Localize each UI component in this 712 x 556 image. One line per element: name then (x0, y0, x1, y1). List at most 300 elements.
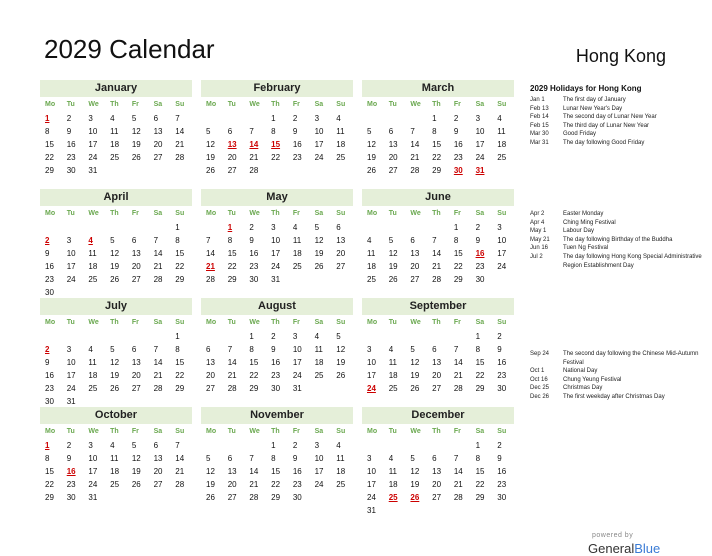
day-cell[interactable]: 23 (271, 371, 281, 380)
day-cell[interactable]: 16 (249, 249, 259, 258)
day-cell[interactable]: 30 (271, 384, 281, 393)
day-cell[interactable]: 24 (88, 153, 98, 162)
day-cell[interactable]: 27 (206, 384, 215, 393)
day-cell[interactable]: 7 (175, 114, 180, 123)
day-cell[interactable]: 25 (110, 480, 120, 489)
day-cell[interactable]: 29 (249, 384, 259, 393)
day-cell[interactable]: 18 (88, 371, 98, 380)
day-cell[interactable]: 31 (367, 506, 376, 515)
holiday-day-cell[interactable]: 31 (475, 166, 485, 175)
day-cell[interactable]: 15 (475, 358, 485, 367)
holiday-day-cell[interactable]: 1 (45, 114, 50, 123)
day-cell[interactable]: 19 (206, 153, 215, 162)
day-cell[interactable]: 28 (453, 384, 463, 393)
day-cell[interactable]: 27 (432, 384, 442, 393)
brand-logo[interactable] (588, 541, 660, 556)
day-cell[interactable]: 24 (497, 262, 507, 271)
day-cell[interactable]: 15 (227, 249, 237, 258)
day-cell[interactable]: 5 (206, 127, 211, 136)
day-cell[interactable]: 9 (249, 236, 254, 245)
day-cell[interactable]: 22 (271, 153, 281, 162)
day-cell[interactable]: 21 (227, 371, 237, 380)
day-cell[interactable]: 20 (227, 153, 237, 162)
day-cell[interactable]: 19 (131, 467, 141, 476)
day-cell[interactable]: 7 (453, 345, 459, 354)
day-cell[interactable]: 12 (367, 140, 376, 149)
day-cell[interactable]: 23 (453, 153, 463, 162)
day-cell[interactable]: 28 (175, 153, 185, 162)
day-cell[interactable]: 28 (175, 480, 185, 489)
day-cell[interactable]: 14 (175, 454, 185, 463)
day-cell[interactable]: 8 (175, 345, 180, 354)
day-cell[interactable]: 6 (131, 236, 137, 245)
day-cell[interactable]: 11 (336, 127, 345, 136)
day-cell[interactable]: 13 (131, 358, 141, 367)
day-cell[interactable]: 19 (110, 262, 120, 271)
day-cell[interactable]: 19 (410, 480, 420, 489)
day-cell[interactable]: 2 (453, 114, 459, 123)
day-cell[interactable]: 31 (271, 275, 281, 284)
day-cell[interactable]: 16 (45, 371, 54, 380)
day-cell[interactable]: 27 (432, 493, 442, 502)
day-cell[interactable]: 26 (410, 384, 420, 393)
day-cell[interactable]: 29 (175, 275, 185, 284)
day-cell[interactable]: 22 (432, 153, 442, 162)
day-cell[interactable]: 27 (131, 384, 141, 393)
holiday-day-cell[interactable]: 1 (227, 223, 233, 232)
day-cell[interactable]: 5 (367, 127, 372, 136)
day-cell[interactable]: 21 (249, 480, 259, 489)
day-cell[interactable]: 29 (475, 493, 485, 502)
day-cell[interactable]: 8 (45, 127, 50, 136)
day-cell[interactable]: 1 (475, 332, 481, 341)
day-cell[interactable]: 13 (206, 358, 215, 367)
day-cell[interactable]: 23 (475, 262, 485, 271)
day-cell[interactable]: 14 (249, 467, 259, 476)
day-cell[interactable]: 18 (292, 249, 302, 258)
day-cell[interactable]: 9 (475, 236, 481, 245)
day-cell[interactable]: 21 (410, 153, 420, 162)
day-cell[interactable]: 22 (227, 262, 237, 271)
day-cell[interactable]: 12 (336, 345, 346, 354)
day-cell[interactable]: 26 (206, 166, 215, 175)
day-cell[interactable]: 19 (367, 153, 376, 162)
day-cell[interactable]: 8 (475, 345, 481, 354)
day-cell[interactable]: 1 (271, 441, 276, 450)
day-cell[interactable]: 28 (206, 275, 215, 284)
day-cell[interactable]: 22 (175, 262, 185, 271)
day-cell[interactable]: 17 (367, 480, 376, 489)
day-cell[interactable]: 10 (367, 358, 376, 367)
day-cell[interactable]: 6 (432, 345, 437, 354)
day-cell[interactable]: 6 (432, 454, 437, 463)
day-cell[interactable]: 9 (497, 345, 502, 354)
day-cell[interactable]: 22 (475, 480, 485, 489)
day-cell[interactable]: 15 (249, 358, 259, 367)
day-cell[interactable]: 20 (432, 371, 442, 380)
day-cell[interactable]: 6 (336, 223, 341, 232)
day-cell[interactable]: 26 (131, 153, 141, 162)
day-cell[interactable]: 29 (453, 275, 463, 284)
day-cell[interactable]: 4 (110, 114, 115, 123)
day-cell[interactable]: 17 (314, 140, 324, 149)
day-cell[interactable]: 12 (410, 467, 420, 476)
day-cell[interactable]: 17 (314, 467, 324, 476)
day-cell[interactable]: 4 (292, 223, 298, 232)
day-cell[interactable]: 11 (314, 345, 323, 354)
day-cell[interactable]: 10 (292, 345, 302, 354)
day-cell[interactable]: 3 (66, 345, 72, 354)
day-cell[interactable]: 18 (336, 140, 346, 149)
day-cell[interactable]: 24 (314, 480, 324, 489)
day-cell[interactable]: 30 (292, 493, 302, 502)
day-cell[interactable]: 23 (66, 480, 76, 489)
day-cell[interactable]: 11 (388, 467, 398, 476)
day-cell[interactable]: 11 (88, 358, 97, 367)
day-cell[interactable]: 15 (175, 249, 185, 258)
day-cell[interactable]: 8 (227, 236, 233, 245)
day-cell[interactable]: 30 (249, 275, 259, 284)
day-cell[interactable]: 9 (45, 358, 50, 367)
day-cell[interactable]: 3 (271, 223, 276, 232)
day-cell[interactable]: 26 (367, 166, 376, 175)
day-cell[interactable]: 5 (131, 441, 137, 450)
day-cell[interactable]: 3 (66, 236, 72, 245)
day-cell[interactable]: 8 (475, 454, 481, 463)
day-cell[interactable]: 2 (475, 223, 481, 232)
holiday-day-cell[interactable]: 1 (45, 441, 50, 450)
day-cell[interactable]: 4 (336, 114, 341, 123)
day-cell[interactable]: 1 (475, 441, 481, 450)
day-cell[interactable]: 9 (453, 127, 459, 136)
day-cell[interactable]: 1 (432, 114, 437, 123)
day-cell[interactable]: 28 (410, 166, 420, 175)
day-cell[interactable]: 22 (249, 371, 259, 380)
day-cell[interactable]: 4 (336, 441, 341, 450)
day-cell[interactable]: 2 (66, 114, 72, 123)
day-cell[interactable]: 10 (497, 236, 507, 245)
day-cell[interactable]: 5 (410, 345, 415, 354)
day-cell[interactable]: 1 (175, 332, 180, 341)
day-cell[interactable]: 31 (66, 397, 76, 406)
day-cell[interactable]: 19 (336, 358, 346, 367)
day-cell[interactable]: 17 (88, 140, 98, 149)
day-cell[interactable]: 10 (271, 236, 281, 245)
day-cell[interactable]: 18 (388, 371, 398, 380)
day-cell[interactable]: 18 (367, 262, 376, 271)
day-cell[interactable]: 6 (131, 345, 137, 354)
day-cell[interactable]: 8 (271, 127, 276, 136)
day-cell[interactable]: 3 (314, 114, 320, 123)
day-cell[interactable]: 26 (110, 275, 120, 284)
day-cell[interactable]: 27 (410, 275, 420, 284)
day-cell[interactable]: 14 (227, 358, 237, 367)
day-cell[interactable]: 26 (131, 480, 141, 489)
day-cell[interactable]: 30 (475, 275, 485, 284)
day-cell[interactable]: 18 (110, 467, 120, 476)
holiday-day-cell[interactable]: 2 (45, 345, 50, 354)
day-cell[interactable]: 6 (410, 236, 415, 245)
day-cell[interactable]: 6 (153, 114, 159, 123)
day-cell[interactable]: 18 (497, 140, 507, 149)
day-cell[interactable]: 24 (88, 480, 98, 489)
day-cell[interactable]: 20 (227, 480, 237, 489)
day-cell[interactable]: 29 (45, 166, 54, 175)
day-cell[interactable]: 17 (367, 371, 376, 380)
day-cell[interactable]: 27 (227, 493, 237, 502)
day-cell[interactable]: 12 (110, 249, 120, 258)
day-cell[interactable]: 27 (153, 480, 163, 489)
day-cell[interactable]: 9 (45, 249, 50, 258)
day-cell[interactable]: 19 (314, 249, 324, 258)
day-cell[interactable]: 2 (271, 332, 276, 341)
day-cell[interactable]: 1 (249, 332, 254, 341)
day-cell[interactable]: 25 (367, 275, 376, 284)
day-cell[interactable]: 10 (88, 127, 98, 136)
day-cell[interactable]: 22 (453, 262, 463, 271)
day-cell[interactable]: 24 (475, 153, 485, 162)
day-cell[interactable]: 12 (131, 127, 141, 136)
day-cell[interactable]: 15 (432, 140, 442, 149)
day-cell[interactable]: 29 (432, 166, 442, 175)
day-cell[interactable]: 13 (153, 127, 163, 136)
day-cell[interactable]: 27 (153, 153, 163, 162)
day-cell[interactable]: 13 (336, 236, 346, 245)
day-cell[interactable]: 25 (292, 262, 302, 271)
day-cell[interactable]: 9 (292, 127, 298, 136)
day-cell[interactable]: 16 (66, 140, 76, 149)
day-cell[interactable]: 8 (432, 127, 437, 136)
day-cell[interactable]: 11 (292, 236, 302, 245)
day-cell[interactable]: 13 (153, 454, 163, 463)
day-cell[interactable]: 18 (314, 358, 324, 367)
day-cell[interactable]: 25 (497, 153, 507, 162)
day-cell[interactable]: 26 (314, 262, 324, 271)
day-cell[interactable]: 3 (88, 114, 93, 123)
day-cell[interactable]: 6 (388, 127, 394, 136)
day-cell[interactable]: 15 (175, 358, 185, 367)
day-cell[interactable]: 28 (153, 384, 163, 393)
day-cell[interactable]: 16 (497, 358, 507, 367)
day-cell[interactable]: 12 (206, 467, 215, 476)
day-cell[interactable]: 5 (314, 223, 320, 232)
day-cell[interactable]: 14 (432, 249, 442, 258)
day-cell[interactable]: 11 (110, 454, 119, 463)
day-cell[interactable]: 17 (66, 262, 76, 271)
day-cell[interactable]: 23 (249, 262, 259, 271)
day-cell[interactable]: 9 (497, 454, 502, 463)
day-cell[interactable]: 24 (66, 384, 76, 393)
day-cell[interactable]: 14 (153, 358, 163, 367)
day-cell[interactable]: 16 (271, 358, 281, 367)
day-cell[interactable]: 20 (388, 153, 398, 162)
day-cell[interactable]: 23 (66, 153, 76, 162)
day-cell[interactable]: 25 (110, 153, 120, 162)
day-cell[interactable]: 26 (110, 384, 120, 393)
day-cell[interactable]: 8 (45, 454, 50, 463)
day-cell[interactable]: 9 (292, 454, 298, 463)
day-cell[interactable]: 29 (227, 275, 237, 284)
day-cell[interactable]: 30 (497, 384, 507, 393)
day-cell[interactable]: 14 (206, 249, 215, 258)
day-cell[interactable]: 16 (45, 262, 54, 271)
day-cell[interactable]: 12 (388, 249, 398, 258)
holiday-day-cell[interactable]: 16 (475, 249, 485, 258)
day-cell[interactable]: 8 (453, 236, 459, 245)
day-cell[interactable]: 17 (271, 249, 281, 258)
day-cell[interactable]: 9 (271, 345, 276, 354)
day-cell[interactable]: 25 (336, 153, 346, 162)
day-cell[interactable]: 24 (66, 275, 76, 284)
day-cell[interactable]: 25 (88, 275, 98, 284)
day-cell[interactable]: 21 (175, 140, 185, 149)
day-cell[interactable]: 27 (227, 166, 237, 175)
day-cell[interactable]: 15 (475, 467, 485, 476)
holiday-day-cell[interactable]: 16 (66, 467, 76, 476)
day-cell[interactable]: 3 (314, 441, 320, 450)
day-cell[interactable]: 27 (388, 166, 398, 175)
day-cell[interactable]: 10 (314, 454, 324, 463)
day-cell[interactable]: 17 (88, 467, 98, 476)
day-cell[interactable]: 30 (45, 288, 54, 297)
day-cell[interactable]: 18 (110, 140, 120, 149)
day-cell[interactable]: 3 (292, 332, 298, 341)
holiday-day-cell[interactable]: 24 (367, 384, 376, 393)
day-cell[interactable]: 20 (153, 467, 163, 476)
day-cell[interactable]: 19 (410, 371, 420, 380)
day-cell[interactable]: 17 (66, 371, 76, 380)
day-cell[interactable]: 10 (88, 454, 98, 463)
day-cell[interactable]: 26 (388, 275, 398, 284)
day-cell[interactable]: 19 (110, 371, 120, 380)
day-cell[interactable]: 13 (410, 249, 420, 258)
day-cell[interactable]: 5 (131, 114, 137, 123)
day-cell[interactable]: 16 (292, 140, 302, 149)
day-cell[interactable]: 11 (336, 454, 345, 463)
day-cell[interactable]: 4 (110, 441, 115, 450)
day-cell[interactable]: 21 (153, 371, 163, 380)
day-cell[interactable]: 13 (227, 467, 237, 476)
day-cell[interactable]: 23 (292, 480, 302, 489)
day-cell[interactable]: 16 (292, 467, 302, 476)
day-cell[interactable]: 21 (249, 153, 259, 162)
day-cell[interactable]: 19 (388, 262, 398, 271)
day-cell[interactable]: 29 (175, 384, 185, 393)
day-cell[interactable]: 22 (271, 480, 281, 489)
day-cell[interactable]: 5 (110, 236, 115, 245)
day-cell[interactable]: 15 (45, 467, 54, 476)
day-cell[interactable]: 19 (131, 140, 141, 149)
day-cell[interactable]: 14 (453, 358, 463, 367)
day-cell[interactable]: 4 (367, 236, 372, 245)
day-cell[interactable]: 7 (153, 236, 159, 245)
day-cell[interactable]: 13 (388, 140, 398, 149)
day-cell[interactable]: 12 (206, 140, 215, 149)
day-cell[interactable]: 6 (227, 127, 233, 136)
holiday-day-cell[interactable]: 25 (388, 493, 398, 502)
day-cell[interactable]: 14 (175, 127, 185, 136)
day-cell[interactable]: 31 (292, 384, 302, 393)
day-cell[interactable]: 25 (314, 371, 324, 380)
day-cell[interactable]: 19 (206, 480, 215, 489)
day-cell[interactable]: 2 (249, 223, 254, 232)
day-cell[interactable]: 1 (175, 223, 180, 232)
day-cell[interactable]: 25 (388, 384, 398, 393)
day-cell[interactable]: 6 (227, 454, 233, 463)
day-cell[interactable]: 10 (66, 249, 76, 258)
day-cell[interactable]: 1 (271, 114, 276, 123)
day-cell[interactable]: 3 (367, 454, 372, 463)
day-cell[interactable]: 30 (45, 397, 54, 406)
day-cell[interactable]: 25 (88, 384, 98, 393)
day-cell[interactable]: 7 (453, 454, 459, 463)
day-cell[interactable]: 20 (336, 249, 346, 258)
day-cell[interactable]: 2 (292, 114, 298, 123)
day-cell[interactable]: 11 (388, 358, 398, 367)
day-cell[interactable]: 29 (475, 384, 485, 393)
day-cell[interactable]: 20 (153, 140, 163, 149)
day-cell[interactable]: 18 (88, 262, 98, 271)
day-cell[interactable]: 20 (432, 480, 442, 489)
day-cell[interactable]: 11 (88, 249, 97, 258)
day-cell[interactable]: 24 (314, 153, 324, 162)
day-cell[interactable]: 28 (453, 493, 463, 502)
day-cell[interactable]: 15 (453, 249, 463, 258)
day-cell[interactable]: 17 (475, 140, 485, 149)
day-cell[interactable]: 12 (131, 454, 141, 463)
day-cell[interactable]: 13 (432, 467, 442, 476)
day-cell[interactable]: 11 (497, 127, 506, 136)
day-cell[interactable]: 28 (432, 275, 442, 284)
day-cell[interactable]: 7 (153, 345, 159, 354)
holiday-day-cell[interactable]: 13 (227, 140, 237, 149)
day-cell[interactable]: 6 (206, 345, 211, 354)
holiday-day-cell[interactable]: 21 (206, 262, 215, 271)
day-cell[interactable]: 4 (497, 114, 502, 123)
day-cell[interactable]: 17 (497, 249, 507, 258)
day-cell[interactable]: 22 (45, 153, 54, 162)
day-cell[interactable]: 31 (88, 166, 98, 175)
day-cell[interactable]: 13 (432, 358, 442, 367)
holiday-day-cell[interactable]: 2 (45, 236, 50, 245)
day-cell[interactable]: 7 (249, 127, 254, 136)
day-cell[interactable]: 13 (131, 249, 141, 258)
day-cell[interactable]: 3 (367, 345, 372, 354)
day-cell[interactable]: 2 (497, 332, 502, 341)
day-cell[interactable]: 30 (497, 493, 507, 502)
day-cell[interactable]: 16 (497, 467, 507, 476)
day-cell[interactable]: 24 (292, 371, 302, 380)
day-cell[interactable]: 7 (410, 127, 415, 136)
day-cell[interactable]: 7 (175, 441, 180, 450)
day-cell[interactable]: 23 (497, 371, 507, 380)
holiday-day-cell[interactable]: 15 (271, 140, 281, 149)
day-cell[interactable]: 26 (336, 371, 346, 380)
day-cell[interactable]: 18 (336, 467, 346, 476)
day-cell[interactable]: 4 (388, 454, 394, 463)
day-cell[interactable]: 4 (388, 345, 394, 354)
day-cell[interactable]: 5 (336, 332, 341, 341)
holiday-day-cell[interactable]: 14 (249, 140, 259, 149)
day-cell[interactable]: 24 (271, 262, 281, 271)
day-cell[interactable]: 20 (131, 371, 141, 380)
day-cell[interactable]: 8 (175, 236, 180, 245)
day-cell[interactable]: 7 (249, 454, 254, 463)
day-cell[interactable]: 11 (367, 249, 376, 258)
day-cell[interactable]: 14 (453, 467, 463, 476)
day-cell[interactable]: 22 (475, 371, 485, 380)
day-cell[interactable]: 2 (66, 441, 72, 450)
